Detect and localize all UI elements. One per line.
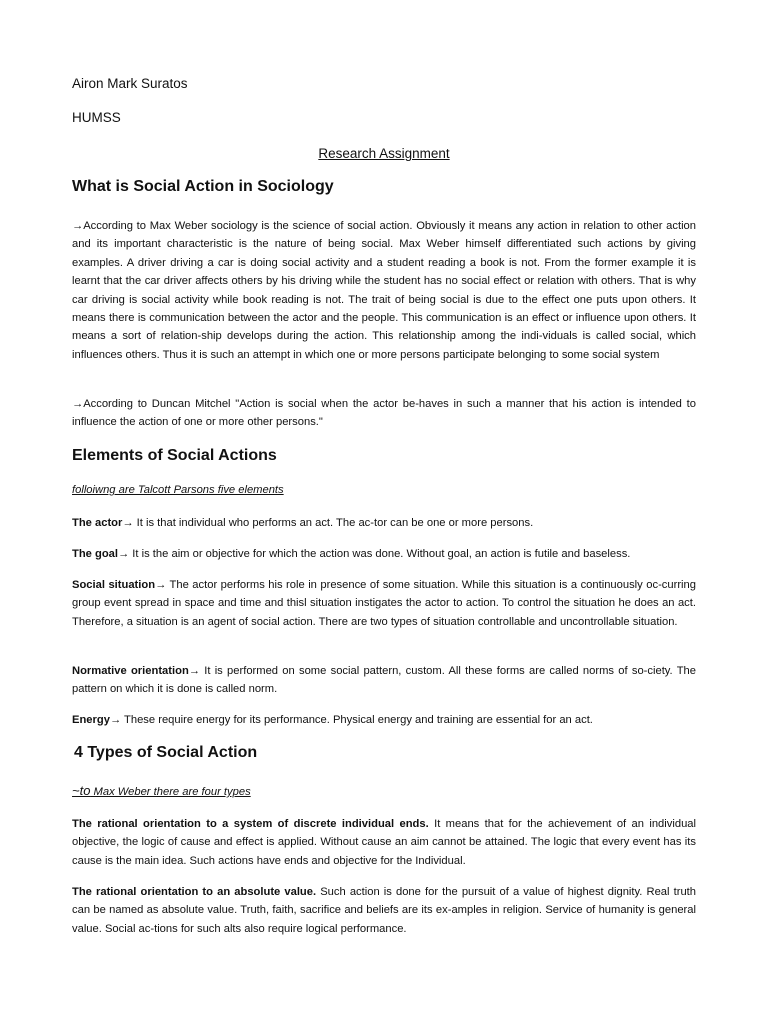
- strand-label: HUMSS: [72, 110, 121, 125]
- element-term: Energy: [72, 714, 110, 726]
- elements-note: folloiwng are Talcott Parsons five elements: [72, 484, 284, 496]
- arrow-icon: →: [72, 220, 84, 232]
- type-term: The rational orientation to a system of discrete individual ends.: [72, 818, 429, 830]
- arrow-icon: →: [155, 579, 167, 591]
- arrow-icon: →: [109, 714, 122, 726]
- types-note: [72, 783, 251, 798]
- element-text: It is performed on some social pattern, custom. All these forms are called norms of so-ciety. The pattern on which it is done is called norm.: [72, 665, 697, 696]
- element-text: The actor performs his role in presence of some situation. While this situation is a continuously oc-curring group event spread in space and time and thisl situation instigates the actor to action. To control the situation he does an act. Therefore, a situation is an agent of social action. There are two types of situation controllable and uncontrollable situation.: [72, 579, 696, 628]
- element-item: [72, 545, 696, 563]
- paragraph-weber: [72, 217, 696, 364]
- arrow-icon: →: [188, 665, 200, 677]
- type-text: Such action is done for the pursuit of a value of highest dignity. Real truth can be named as absolute value. Truth, faith, sacrifice and beliefs are its ex-amples in religion. Service of humanity is general value. Social ac-tions for such alts also require logical performance.: [72, 886, 696, 935]
- types-note-prefix: ~to: [72, 783, 91, 798]
- element-item: [72, 711, 696, 729]
- types-note-text: Max Weber there are four types: [90, 786, 251, 798]
- element-text: It is that individual who performs an act. The ac-tor can be one or more persons.: [133, 517, 534, 529]
- author-name: Airon Mark Suratos: [72, 76, 188, 91]
- paragraph-mitchel: [72, 395, 696, 432]
- element-item: [72, 662, 696, 699]
- assignment-title: Research Assignment: [318, 146, 450, 161]
- element-term: Normative orientation: [72, 665, 189, 677]
- element-item: [72, 576, 696, 631]
- section-heading-types: 4 Types of Social Action: [74, 744, 258, 761]
- element-term: Social situation: [72, 579, 156, 591]
- paragraph-mitchel-text: According to Duncan Mitchel "Action is social when the actor be-haves in such a manner that his action is intended to influence the action of one or more other persons.": [72, 398, 696, 429]
- element-term: The actor: [72, 517, 123, 529]
- section-heading-elements: Elements of Social Actions: [72, 447, 277, 464]
- paragraph-weber-text: According to Max Weber sociology is the science of social action. Obviously it means any action in relation to other action and its important characteristic is the nature of being social. Max Weber himself differentiated such actions by giving examples. A driver driving a car is doing social activity and a student reading a book is not. From the former example it is learnt that the car driver affects others by his driving while the student has no social effect or relation with others. That is why car driving is social activity while book reading is not. The trait of being social is due to the effect one puts upon others. It means there is communication between the actor and the people. This communication is an effect or influence upon others. It means a sort of relation-ship develops during the action. This relationship among the indi-viduals is called social, which influences others. Thus it is such an attempt in which one or more persons participate belonging to some social system: [72, 220, 696, 361]
- section-heading-social-action: What is Social Action in Sociology: [72, 178, 334, 195]
- type-item: [72, 815, 696, 870]
- element-text: These require energy for its performance. Physical energy and training are essential for an act.: [121, 714, 593, 726]
- arrow-icon: →: [118, 548, 130, 560]
- type-term: The rational orientation to an absolute value.: [72, 886, 317, 898]
- type-item: [72, 883, 696, 938]
- element-term: The goal: [72, 548, 118, 560]
- type-text: It means that for the achievement of an individual objective, the logic of cause and effect is applied. Without cause an aim cannot be attained. The logic that every event has its cause is the main idea. Such actions have ends and objective for the Individual.: [72, 818, 696, 867]
- arrow-icon: →: [72, 398, 84, 410]
- arrow-icon: →: [122, 517, 134, 529]
- element-item: [72, 514, 696, 532]
- element-text: It is the aim or objective for which the action was done. Without goal, an action is futile and baseless.: [129, 548, 631, 560]
